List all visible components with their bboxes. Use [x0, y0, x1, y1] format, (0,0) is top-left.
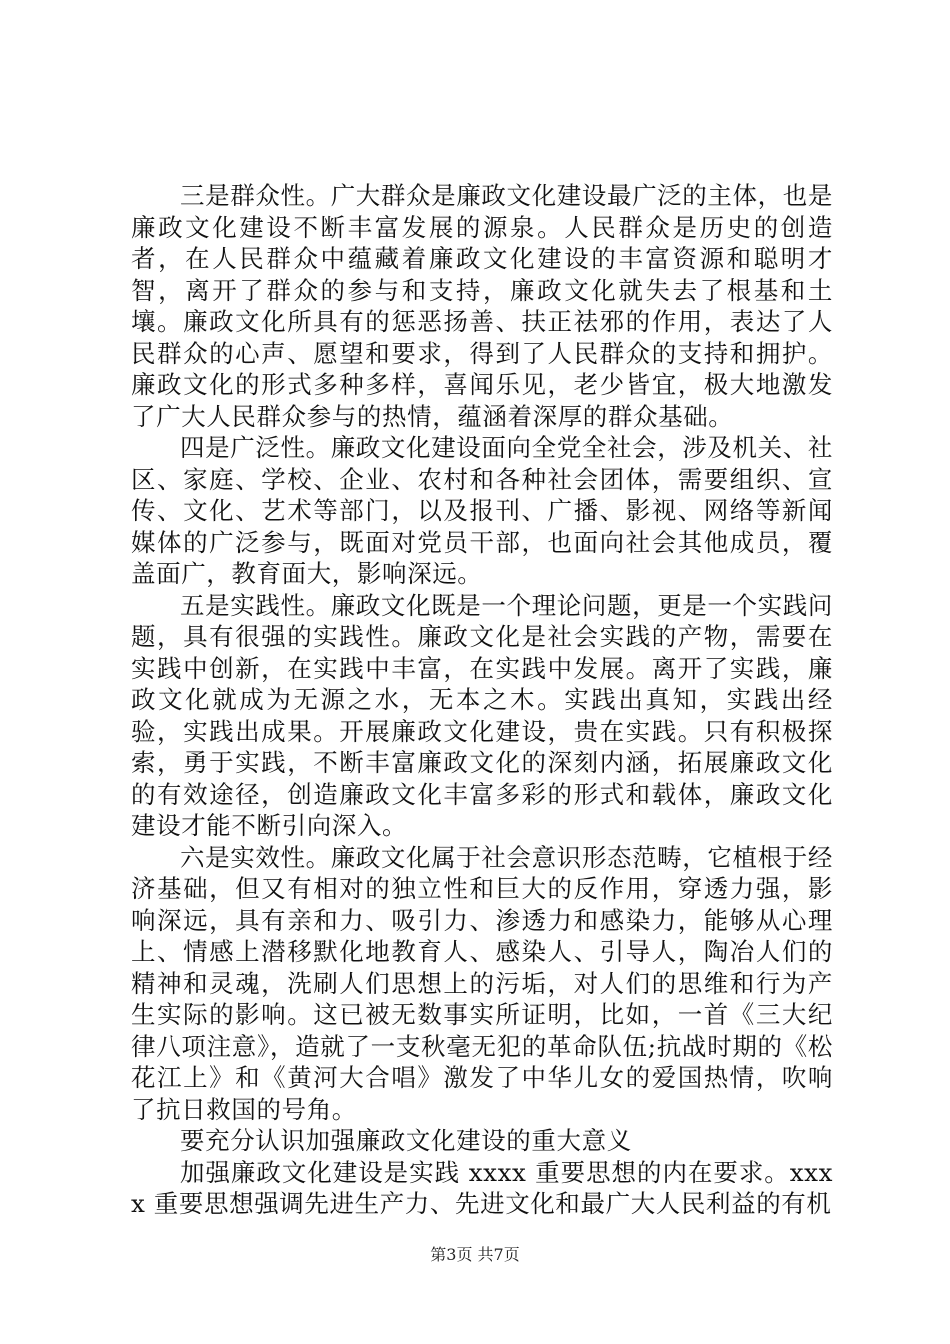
- paragraph-practice-nature: 五是实践性。廉政文化既是一个理论问题，更是一个实践问题，具有很强的实践性。廉政文化是社会实践的产物，需要在实践中创新，在实践中丰富，在实践中发展。离开了实践，廉政文化就成为无源之水，无本之木。实践出真知，实践出经验，实践出成果。开展廉政文化建设，贵在实践。只有积极探索，勇于实践，不断丰富廉政文化的深刻内涵，拓展廉政文化的有效途径，创造廉政文化丰富多彩的形式和载体，廉政文化建设才能不断引向深入。: [131, 590, 833, 840]
- paragraph-effectiveness-nature: 六是实效性。廉政文化属于社会意识形态范畴，它植根于经济基础，但又有相对的独立性和巨大的反作用，穿透力强，影响深远，具有亲和力、吸引力、渗透力和感染力，能够从心理上、情感上潜移默化地教育人、感染人、引导人，陶冶人们的精神和灵魂，洗刷人们思想上的污垢，对人们的思维和行为产生实际的影响。这已被无数事实所证明，比如，一首《三大纪律八项注意》，造就了一支秋毫无犯的革命队伍;抗战时期的《松花江上》和《黄河大合唱》激发了中华儿女的爱国热情，吹响了抗日救国的号角。: [131, 842, 833, 1124]
- paragraph-breadth-nature: 四是广泛性。廉政文化建设面向全党全社会，涉及机关、社区、家庭、学校、企业、农村和各种社会团体，需要组织、宣传、文化、艺术等部门，以及报刊、广播、影视、网络等新闻媒体的广泛参与，既面对党员干部，也面向社会其他成员，覆盖面广，教育面大，影响深远。: [131, 433, 833, 588]
- section-heading: 要充分认识加强廉政文化建设的重大意义: [180, 1126, 632, 1155]
- page-footer: 第3页 共7页: [430, 1245, 520, 1264]
- body-text: [131, 180, 833, 1220]
- paragraph-significance: 加强廉政文化建设是实践 xxxx 重要思想的内在要求。xxxx 重要思想强调先进生产力、先进文化和最广大人民利益的有机: [131, 1157, 833, 1218]
- paragraph-mass-nature: 三是群众性。广大群众是廉政文化建设最广泛的主体，也是廉政文化建设不断丰富发展的源泉。人民群众是历史的创造者，在人民群众中蕴藏着廉政文化建设的丰富资源和聪明才智，离开了群众的参与和支持，廉政文化就失去了根基和土壤。廉政文化所具有的惩恶扬善、扶正祛邪的作用，表达了人民群众的心声、愿望和要求，得到了人民群众的支持和拥护。廉政文化的形式多种多样，喜闻乐见，老少皆宜，极大地激发了广大人民群众参与的热情，蕴涵着深厚的群众基础。: [131, 181, 833, 431]
